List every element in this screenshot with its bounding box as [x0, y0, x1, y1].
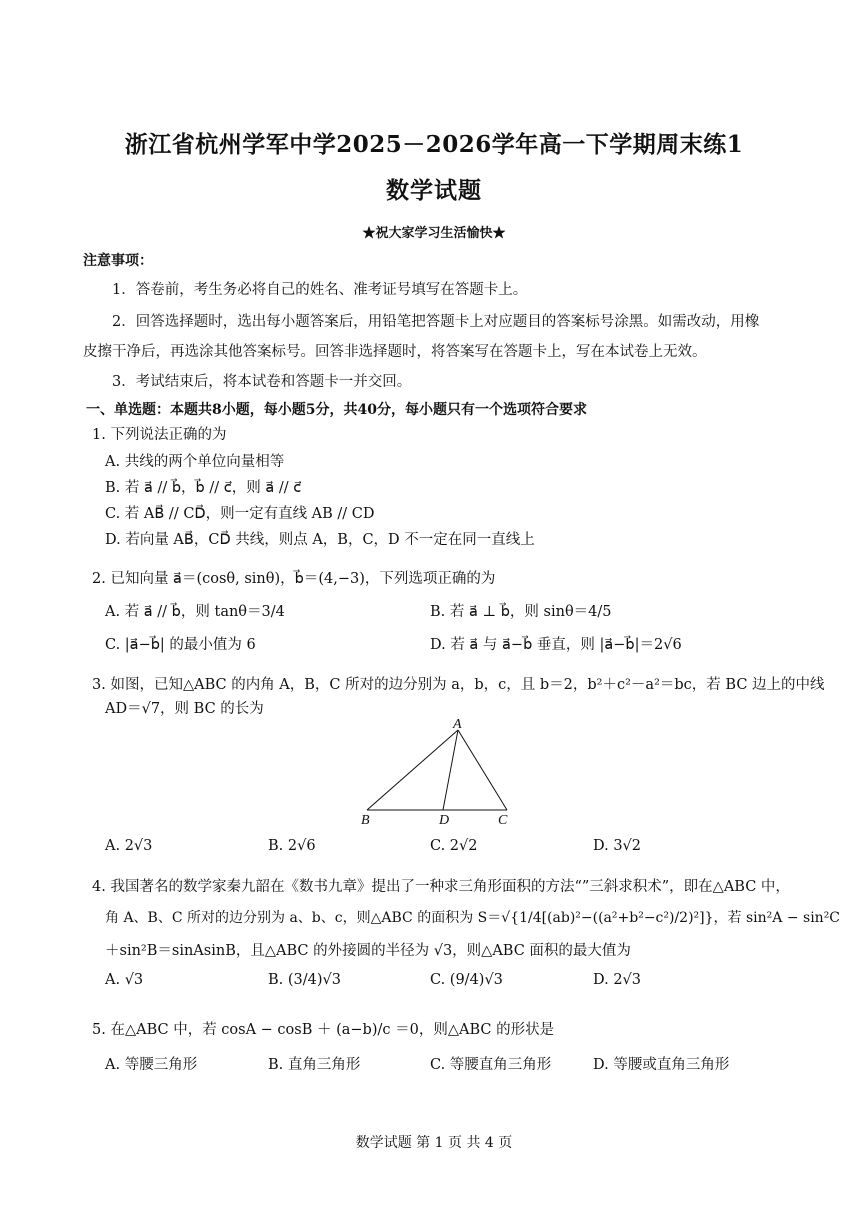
question-1-stem: 1. 下列说法正确的为: [92, 427, 227, 443]
question-5-option-b: B. 直角三角形: [268, 1057, 361, 1073]
label-d: D: [439, 813, 450, 828]
question-5-option-a: A. 等腰三角形: [105, 1057, 198, 1073]
question-4-option-b: B. (3/4)√3: [268, 972, 341, 988]
notice-heading: 注意事项：: [83, 253, 153, 269]
page-subtitle: 数学试题: [386, 177, 482, 204]
question-5-option-d: D. 等腰或直角三角形: [593, 1057, 730, 1073]
question-3-stem-cont: AD＝√7，则 BC 的长为: [105, 701, 264, 717]
question-2-stem: 2. 已知向量 a⃗＝(cosθ, sinθ)，b⃗＝(4,−3)，下列选项正确的为: [92, 571, 496, 587]
question-5-option-c: C. 等腰直角三角形: [430, 1057, 552, 1073]
question-1-option-c: C. 若 AB⃗ // CD⃗，则一定有直线 AB // CD: [105, 506, 375, 522]
question-2-option-c: C. |a⃗−b⃗| 的最小值为 6: [105, 637, 256, 653]
median-ad: [443, 730, 458, 810]
question-4-stem-cont2: ＋sin²B＝sinAsinB，且△ABC 的外接圆的半径为 √3，则△ABC 面积的最大值为: [105, 943, 631, 959]
question-3-option-c: C. 2√2: [430, 838, 478, 854]
question-2-option-b: B. 若 a⃗ ⊥ b⃗，则 sinθ＝4/5: [430, 604, 612, 620]
question-1-option-b: B. 若 a⃗ // b⃗，b⃗ // c⃗，则 a⃗ // c⃗: [105, 480, 302, 496]
question-3-option-b: B. 2√6: [268, 838, 316, 854]
question-2-option-d: D. 若 a⃗ 与 a⃗−b⃗ 垂直，则 |a⃗−b⃗|＝2√6: [430, 637, 682, 653]
question-4-stem: 4. 我国著名的数学家秦九韶在《数书九章》提出了一种求三角形面积的方法“”三斜求积术”，即在△ABC 中，: [92, 879, 790, 895]
label-a: A: [453, 718, 462, 732]
question-4-option-c: C. (9/4)√3: [430, 972, 503, 988]
notice-item-1: 1．答卷前，考生务必将自己的姓名、准考证号填写在答题卡上。: [112, 282, 528, 298]
question-2-option-a: A. 若 a⃗ // b⃗，则 tanθ＝3/4: [105, 604, 285, 620]
question-3-option-a: A. 2√3: [105, 838, 153, 854]
side-ab: [367, 730, 458, 810]
question-3-stem: 3. 如图，已知△ABC 的内角 A，B，C 所对的边分别为 a，b，c，且 b＝2，b²＋c²－a²＝bc，若 BC 边上的中线: [92, 677, 825, 693]
question-5-stem: 5. 在△ABC 中，若 cosA − cosB ＋ (a−b)/c ＝0，则△ABC 的形状是: [92, 1022, 555, 1038]
notice-item-2: 2．回答选择题时，选出每小题答案后，用铅笔把答题卡上对应题目的答案标号涂黑。如需改动，用橡: [112, 314, 760, 330]
question-3-option-d: D. 3√2: [593, 838, 642, 854]
question-1-option-a: A. 共线的两个单位向量相等: [105, 454, 285, 470]
label-c: C: [498, 813, 508, 828]
question-4-option-a: A. √3: [105, 972, 144, 988]
label-b: B: [361, 813, 370, 828]
motto: ★祝大家学习生活愉快★: [362, 226, 506, 241]
section-heading: 一、单选题：本题共8小题，每小题5分，共40分，每小题只有一个选项符合要求: [86, 402, 587, 418]
question-4-stem-cont: 角 A、B、C 所对的边分别为 a、b、c，则△ABC 的面积为 S＝√{1/4[(ab)²−((a²+b²−c²)/2)²]}，若 sin²A − sin²C: [105, 910, 841, 926]
triangle-figure: [355, 718, 520, 830]
notice-item-3: 3．考试结束后，将本试卷和答题卡一并交回。: [112, 374, 412, 390]
notice-item-2-cont: 皮擦干净后，再选涂其他答案标号。回答非选择题时，将答案写在答题卡上，写在本试卷上无效。: [83, 344, 707, 360]
page-footer: 数学试题 第 1 页 共 4 页: [355, 1135, 513, 1151]
question-4-option-d: D. 2√3: [593, 972, 642, 988]
question-1-option-d: D. 若向量 AB⃗，CD⃗ 共线，则点 A，B，C，D 不一定在同一直线上: [105, 532, 535, 548]
page-title: 浙江省杭州学军中学2025－2026学年高一下学期周末练1: [124, 131, 744, 158]
side-ac: [458, 730, 507, 810]
